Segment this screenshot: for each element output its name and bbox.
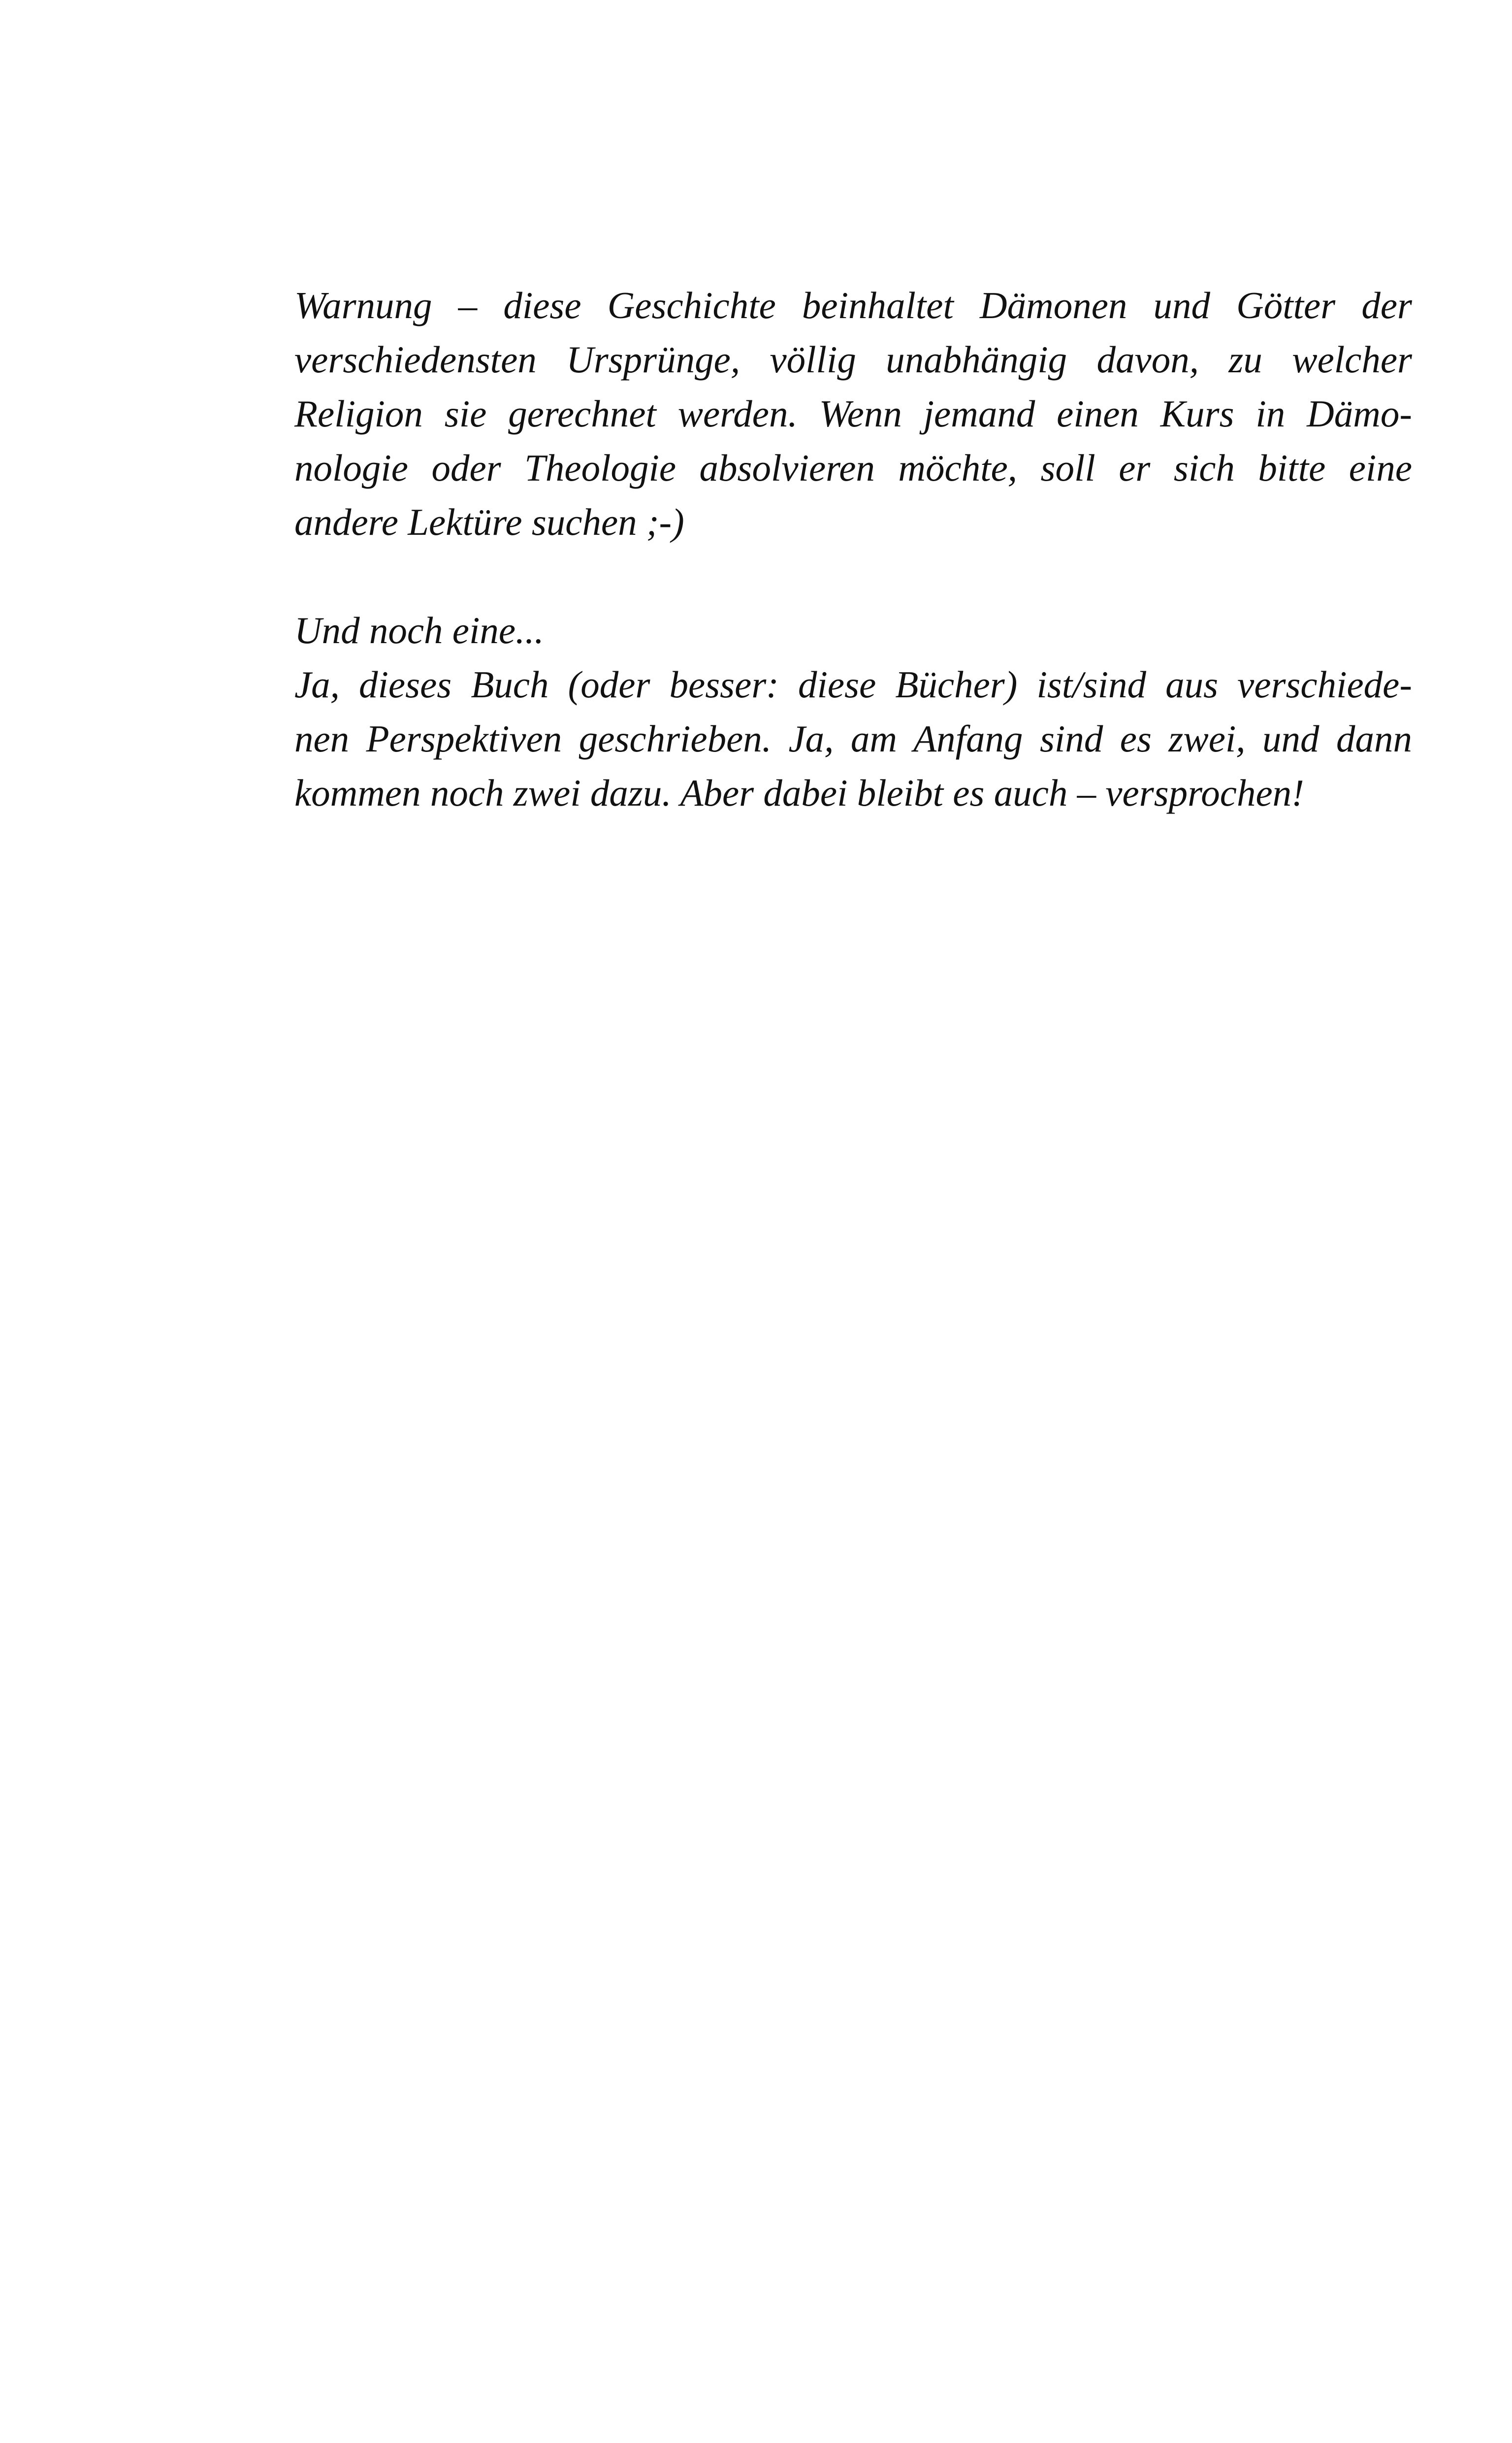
warning-line-2: verschiedensten Ursprünge, völlig unabhängig davon, zu welcher	[294, 338, 1412, 381]
warning-line-4: nologie oder Theologie absolvieren möchte, soll er sich bitte eine	[294, 447, 1412, 489]
warning-line-3: Religion sie gerechnet werden. Wenn jemand einen Kurs in Dämo-	[294, 392, 1412, 435]
note-line-3: nen Perspektiven geschrieben. Ja, am Anfang sind es zwei, und dann	[294, 717, 1412, 760]
note-line-4: kommen noch zwei dazu. Aber dabei bleibt es auch – versprochen!	[294, 772, 1304, 814]
warning-line-1: Warnung – diese Geschichte beinhaltet Dämonen und Götter der	[294, 284, 1412, 326]
warning-paragraph	[294, 278, 1412, 549]
note-line-1: Und noch eine...	[294, 609, 544, 651]
page-text	[294, 278, 1412, 820]
note-paragraph	[294, 603, 1412, 820]
paragraph-spacer	[294, 549, 1412, 603]
warning-line-5: andere Lektüre suchen ;-)	[294, 501, 684, 543]
note-line-2: Ja, dieses Buch (oder besser: diese Bücher) ist/sind aus verschiede-	[294, 663, 1412, 706]
